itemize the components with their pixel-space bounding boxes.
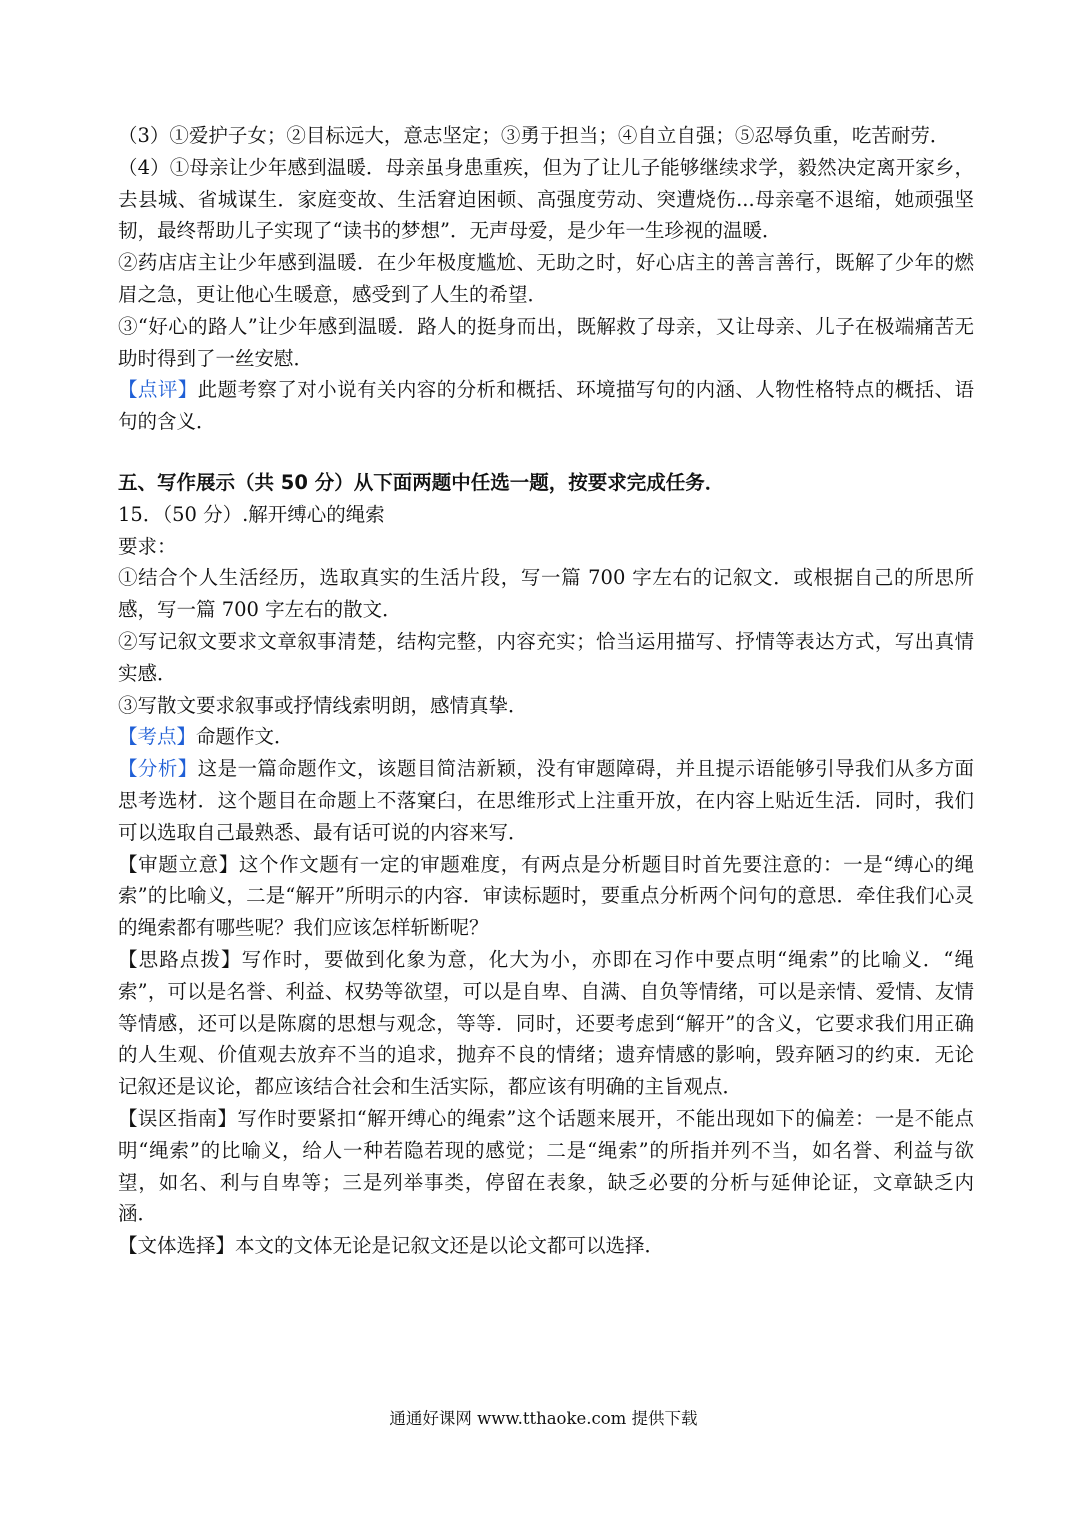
requirement-2: ②写记叙文要求文章叙事清楚，结构完整，内容充实；恰当运用描写、抒情等表达方式，写出真情实感． — [118, 629, 974, 685]
wuqu-paragraph: 【误区指南】写作时要紧扣“解开缚心的绳索”这个话题来展开，不能出现如下的偏差：一是不能点明“绳索”的比喻义，给人一种若隐若现的感觉；二是“绳索”的所指并列不当，如名誉、利益与欲望，如名、利与自卑等；三是列举事类，停留在表象，缺乏必要的分析与延伸论证，文章缺乏内涵． — [118, 1106, 974, 1226]
document-body — [118, 120, 974, 1262]
section-gap — [118, 438, 974, 467]
answer-q4-item3: ③“好心的路人”让少年感到温暖．路人的挺身而出，既解救了母亲，又让母亲、儿子在极端痛苦无助时得到了一丝安慰． — [118, 314, 974, 370]
wenti-paragraph: 【文体选择】本文的文体无论是记叙文还是以论文都可以选择． — [118, 1234, 665, 1258]
fenxi-text: 这是一篇命题作文，该题目简洁新颖，没有审题障碍，并且提示语能够引导我们从多方面思考选材．这个题目在命题上不落窠臼，在思维形式上注重开放，在内容上贴近生活．同时，我们可以选取自己最熟悉、最有话可说的内容来写． — [118, 757, 974, 844]
requirement-1: ①结合个人生活经历，选取真实的生活片段，写一篇 700 字左右的记叙文．或根据自己的所思所感，写一篇 700 字左右的散文． — [118, 566, 974, 622]
requirements-label: 要求： — [118, 534, 177, 558]
page-footer: 通通好课网 www.tthaoke.com 提供下载 — [389, 1409, 698, 1428]
kaodian-paragraph — [118, 721, 974, 753]
answer-q4-item2: ②药店店主让少年感到温暖．在少年极度尴尬、无助之时，好心店主的善言善行，既解了少年的燃眉之急，更让他心生暖意，感受到了人生的希望． — [118, 251, 974, 306]
requirement-3: ③写散文要求叙事或抒情线索明朗，感情真挚． — [118, 693, 528, 717]
section-heading: 五、写作展示（共 50 分）从下面两题中任选一题，按要求完成任务． — [118, 470, 725, 494]
fenxi-paragraph — [118, 753, 974, 848]
shenti-paragraph: 【审题立意】这个作文题有一定的审题难度，有两点是分析题目时首先要注意的：一是“缚心的绳索”的比喻义，二是“解开”所明示的内容．审读标题时，要重点分析两个问句的意思．牵住我们心灵的绳索都有哪些呢？我们应该怎样斩断呢？ — [118, 852, 974, 940]
question-title: 15．（50 分）.解开缚心的绳索 — [118, 502, 385, 526]
kaodian-text: 命题作文． — [196, 725, 294, 749]
fenxi-tag: 【分析】 — [118, 757, 198, 781]
answer-q4-item1: （4）①母亲让少年感到温暖．母亲虽身患重疾，但为了让儿子能够继续求学，毅然决定离开家乡，去县城、省城谋生．家庭变故、生活窘迫困顿、高强度劳动、突遭烧伤...母亲毫不退缩，她顽强坚韧，最终帮助儿子实现了“读书的梦想”．无声母爱，是少年一生珍视的温暖． — [118, 155, 974, 243]
comment-text: 此题考察了对小说有关内容的分析和概括、环境描写句的内涵、人物性格特点的概括、语句的含义． — [118, 378, 974, 434]
kaodian-tag: 【考点】 — [118, 725, 197, 749]
answer-q3: （3）①爱护子女；②目标远大，意志坚定；③勇于担当；④自立自强；⑤忍辱负重，吃苦耐劳． — [118, 124, 950, 147]
comment-paragraph — [118, 374, 974, 438]
silu-paragraph: 【思路点拨】写作时，要做到化象为意，化大为小，亦即在习作中要点明“绳索”的比喻义．“绳索”，可以是名誉、利益、权势等欲望，可以是自卑、自满、自负等情绪，可以是亲情、爱情、友情等情感，还可以是陈腐的思想与观念，等等．同时，还要考虑到“解开”的含义，它要求我们用正确的人生观、价值观去放弃不当的追求，抛弃不良的情绪；遗弃情感的影响，毁弃陋习的约束．无论记叙还是议论，都应该结合社会和生活实际，都应该有明确的主旨观点． — [118, 947, 974, 1099]
comment-tag: 【点评】 — [118, 378, 198, 402]
